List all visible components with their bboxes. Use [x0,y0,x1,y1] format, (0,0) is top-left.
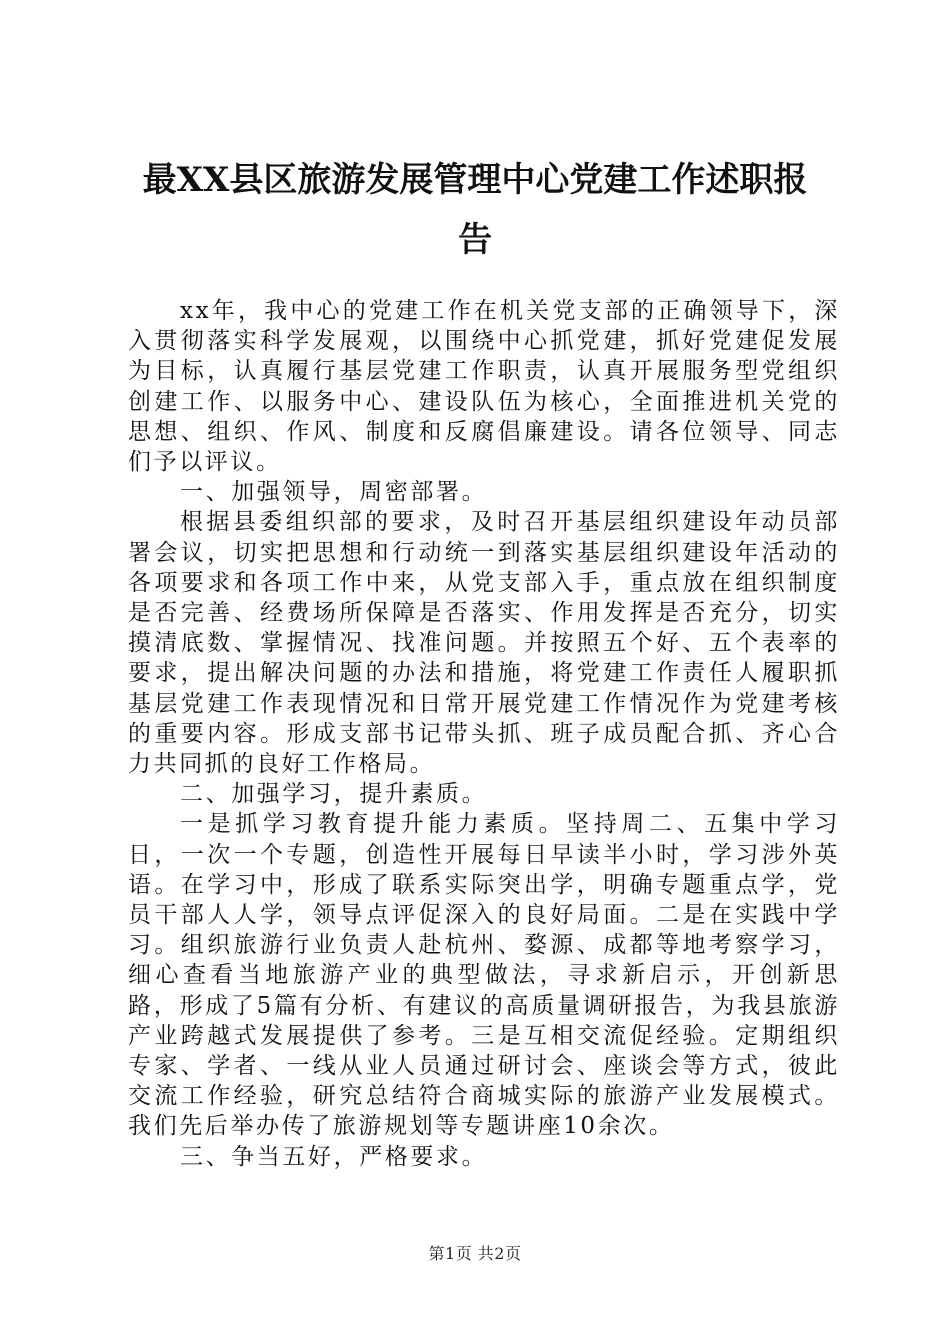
section-heading-3: 三、争当五好，严格要求。 [180,1143,488,1170]
document-title-line-2: 告 [458,220,492,260]
section-2-paragraph: 一是抓学习教育提升能力素质。坚持周二、五集中学习日，一次一个专题，创造性开展每日早读半小时，学习涉外英语。在学习中，形成了联系实际突出学，明确专题重点学，党员干部人人学，领导点评促深入的良好局面。二是在实践中学习。组织旅游行业负责人赴杭州、婺源、成都等地考察学习，细心查看当地旅游产业的典型做法，寻求新启示，开创新思路，形成了5篇有分析、有建议的高质量调研报告，为我县旅游产业跨越式发展提供了参考。三是互相交流促经验。定期组织专家、学者、一线从业人员通过研讨会、座谈会等方式，彼此交流工作经验，研究总结符合商城实际的旅游产业发展模式。我们先后举办传了旅游规划等专题讲座10余次。 [128,811,840,1140]
page-footer: 第1页 共2页 [428,1244,522,1263]
intro-paragraph: xx年，我中心的党建工作在机关党支部的正确领导下，深入贯彻落实科学发展观，以围绕中心抓党建，抓好党建促发展为目标，认真履行基层党建工作职责，认真开展服务型党组织创建工作、以服务中心、建设队伍为核心，全面推进机关党的思想、组织、作风、制度和反腐倡廉建设。请各位领导、同志们予以评议。 [128,298,840,476]
document-body [128,296,840,1172]
section-heading-2: 二、加强学习，提升素质。 [180,781,488,808]
section-1-paragraph: 根据县委组织部的要求，及时召开基层组织建设年动员部署会议，切实把思想和行动统一到落实基层组织建设年活动的各项要求和各项工作中来，从党支部入手，重点放在组织制度是否完善、经费场所保障是否落实、作用发挥是否充分，切实摸清底数、掌握情况、找准问题。并按照五个好、五个表率的要求，提出解决问题的办法和措施，将党建工作责任人履职抓基层党建工作表现情况和日常开展党建工作情况作为党建考核的重要内容。形成支部书记带头抓、班子成员配合抓、齐心合力共同抓的良好工作格局。 [128,509,840,778]
section-heading-1: 一、加强领导，周密部署。 [180,479,488,506]
document-title-line-1: 最XX县区旅游发展管理中心党建工作述职报 [142,160,808,200]
